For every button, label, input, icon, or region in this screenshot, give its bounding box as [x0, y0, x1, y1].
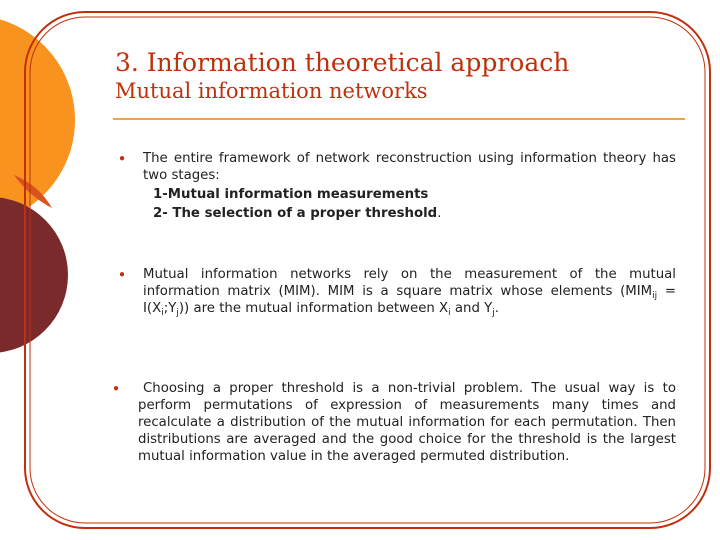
- mim-text-6: .: [494, 301, 499, 316]
- mim-sub-ij: ij: [652, 291, 658, 301]
- bullet-dot-icon: ●: [119, 153, 126, 164]
- bullet-mim: [143, 266, 676, 317]
- mim-text-1: Mutual information networks rely on the measurement of the mutual information matrix (MIM). MIM is a square matrix whose elements (MIM: [143, 267, 676, 299]
- mim-text-5: and Y: [450, 301, 493, 316]
- mim-text-4: )) are the mutual information between X: [178, 301, 449, 316]
- mim-sub-i: i: [161, 308, 164, 318]
- stage-2-period: .: [437, 206, 442, 221]
- bullet-dot-icon: ●: [119, 269, 126, 280]
- title-line: 3. Information theoretical approach: [115, 48, 570, 77]
- title-divider: [113, 118, 685, 120]
- mim-sub-j: j: [176, 308, 179, 318]
- slide-title: [115, 48, 569, 105]
- mim-sub-yj: j: [492, 308, 495, 318]
- mim-text-3: ;Y: [163, 301, 177, 316]
- mim-sub-xi: i: [448, 308, 451, 318]
- stage-2: 2- The selection of a proper threshold: [153, 206, 438, 221]
- stage-2-line: [153, 205, 676, 222]
- bullet-stages: [143, 150, 676, 222]
- bullet-stages-text: The entire framework of network reconstruction using information theory has two stages:: [143, 151, 676, 183]
- stage-1: 1-Mutual information measurements: [153, 187, 429, 202]
- bullet-threshold: [138, 380, 676, 465]
- bullet-threshold-text: Choosing a proper threshold is a non-trivial problem. The usual way is to perform permutations of expression of measurements many times and recalculate a distribution of the mutual information for each permutation. Then distributions are averaged and the good choice for the threshold is the largest mutual information value in the averaged permuted distribution.: [138, 381, 676, 464]
- bullet-dot-icon: ●: [113, 383, 120, 394]
- mim-text-2: = I(X: [143, 284, 676, 316]
- maroon-circle: [0, 197, 68, 353]
- subtitle-line: Mutual information networks: [115, 79, 428, 103]
